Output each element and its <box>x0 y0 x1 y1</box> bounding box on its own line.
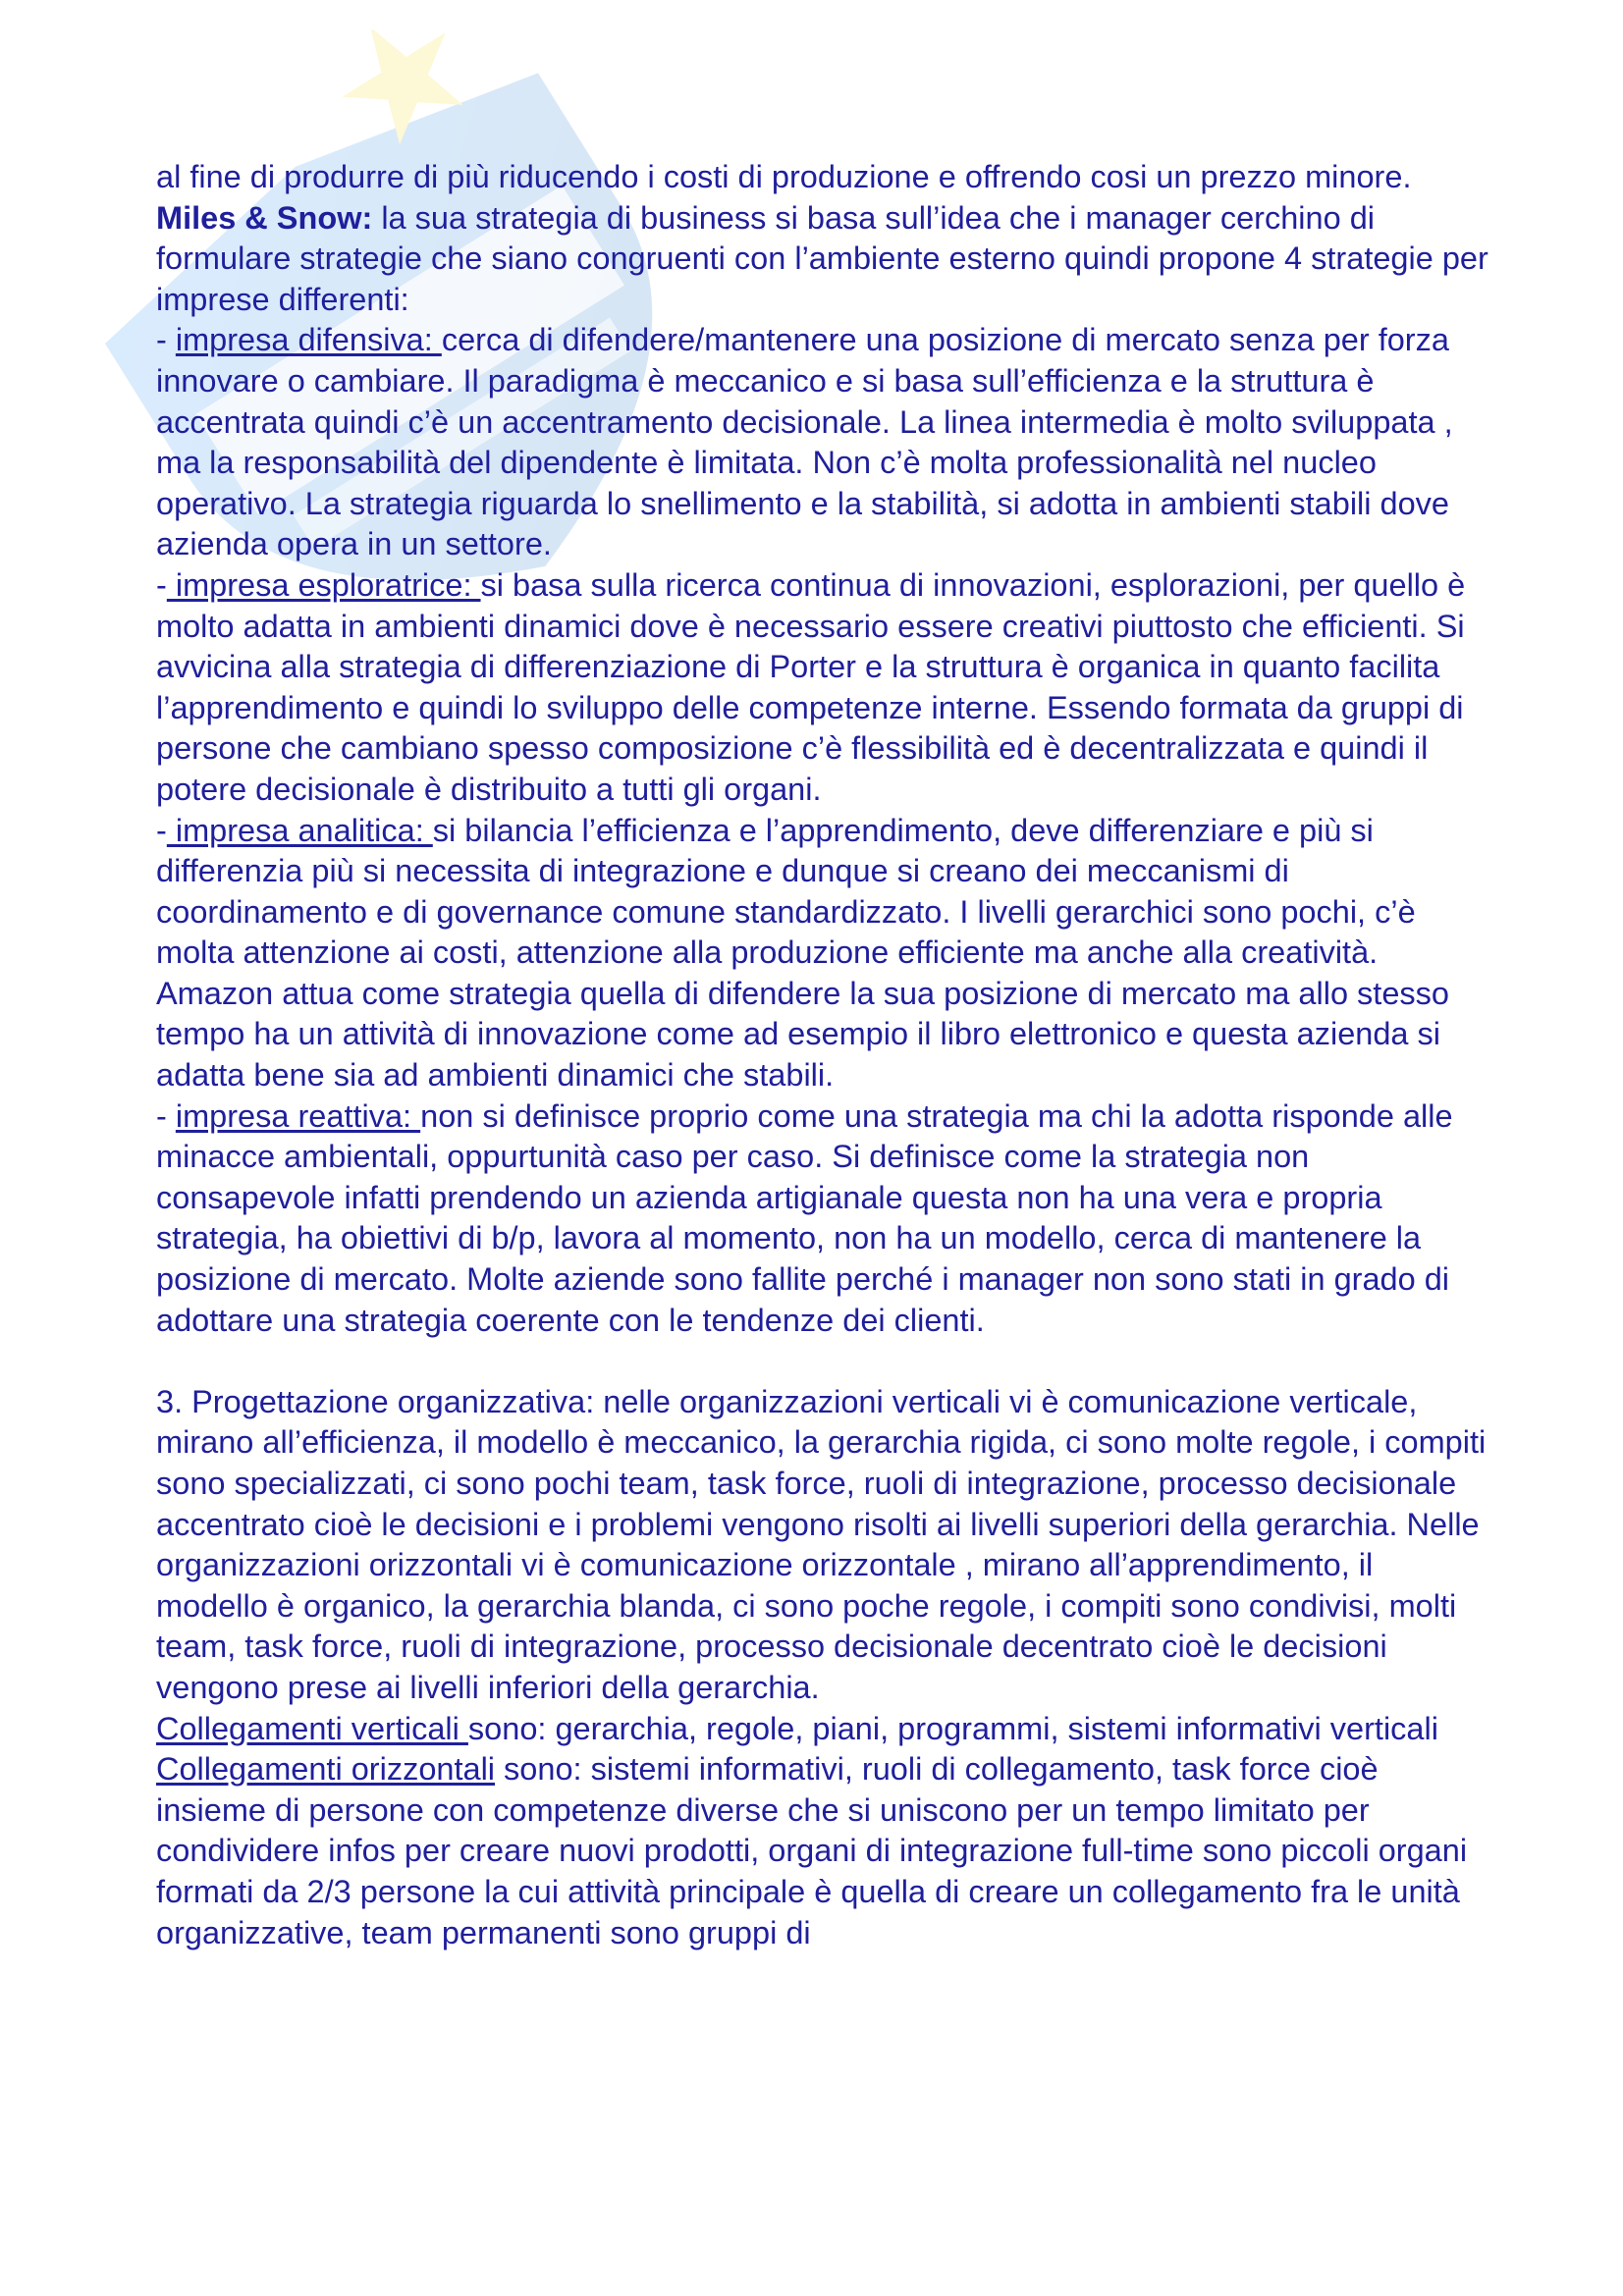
text-run: - <box>156 322 176 358</box>
underlined-text-run: impresa reattiva: <box>175 1097 421 1134</box>
text-run: la sua strategia di business si basa sull’idea che i manager cerchino di formulare strategie che siano congruenti con l’ambiente esterno quindi propone 4 strategie per imprese differenti: <box>156 199 1488 317</box>
underlined-text-run: impresa esploratrice: <box>166 566 481 603</box>
watermark-star-icon <box>319 29 483 157</box>
text-run: - <box>156 566 167 603</box>
underlined-text-run: impresa analitica: <box>166 812 433 848</box>
text-run: al fine di produrre di più riducendo i costi di produzione e offrendo cosi un prezzo minore. <box>156 159 1412 194</box>
paragraph-p1 <box>156 157 1491 320</box>
paragraph-p4 <box>156 811 1491 1096</box>
underlined-text-run: Collegamenti orizzontali <box>156 1751 496 1788</box>
text-run: si basa sulla ricerca continua di innovazioni, esplorazioni, per quello è molto adatta in ambienti dinamici dove è necessario essere creativi piuttosto che efficienti. Si avvicina alla strategia di differenziazione di Porter e la struttura è organica in quanto facilita l’apprendimento e quindi lo sviluppo delle competenze interne. Essendo formata da gruppi di persone che cambiano spesso composizione c’è flessibilità ed è decentralizzata e quindi il potere decisionale è distribuito a tutti gli organi. <box>156 566 1466 807</box>
text-run: non si definisce proprio come una strategia ma chi la adotta risponde alle minacce ambientali, oppurtunità caso per caso. Si definisce come la strategia non consapevole infatti prendendo un azienda artigianale questa non ha una vera e propria strategia, ha obiettivi di b/p, lavora al momento, non ha un modello, cerca di mantenere la posizione di mercato. Molte aziende sono fallite perché i manager non sono stati in grado di adottare una strategia coerente con le tendenze dei clienti. <box>156 1097 1453 1338</box>
blank-line <box>156 1341 1491 1382</box>
paragraph-p5 <box>156 1096 1491 1342</box>
underlined-text-run: impresa difensiva: <box>175 322 442 358</box>
bold-text-run: Miles & Snow: <box>156 199 373 236</box>
text-run: sono: gerarchia, regole, piani, programmi, sistemi informativi verticali <box>467 1710 1438 1746</box>
text-run: - <box>156 812 167 848</box>
underlined-text-run: Collegamenti verticali <box>156 1710 468 1746</box>
text-run: 3. Progettazione organizzativa: nelle organizzazioni verticali vi è comunicazione verticale, mirano all’efficienza, il modello è meccanico, la gerarchia rigida, ci sono molte regole, i compiti sono specializzati, ci sono pochi team, task force, ruoli di integrazione, processo decisionale accentrato cioè le decisioni e i problemi vengono risolti ai livelli superiori della gerarchia. Nelle organizzazioni orizzontali vi è comunicazione orizzontale , mirano all’apprendimento, il modello è organico, la gerarchia blanda, ci sono poche regole, i compiti sono condivisi, molti team, task force, ruoli di integrazione, processo decisionale decentrato cioè le decisioni vengono prese ai livelli inferiori della gerarchia. <box>156 1383 1487 1705</box>
text-run: sono: sistemi informativi, ruoli di collegamento, task force cioè insieme di persone con competenze diverse che si uniscono per un tempo limitato per condividere infos per creare nuovi prodotti, organi di integrazione full-time sono piccoli organi formati da 2/3 persone la cui attività principale è quella di creare un collegamento fra le unità organizzative, team permanenti sono gruppi di <box>156 1751 1468 1950</box>
paragraph-p8 <box>156 1749 1491 1953</box>
text-run: cerca di difendere/mantenere una posizione di mercato senza per forza innovare o cambiare. Il paradigma è meccanico e si basa sull’efficienza e la struttura è accentrata quindi c’è un accentramento decisionale. La linea intermedia è molto sviluppata , ma la responsabilità del dipendente è limitata. Non c’è molta professionalità nel nucleo operativo. La strategia riguarda lo snellimento e la stabilità, si adotta in ambienti stabili dove azienda opera in un settore. <box>156 322 1453 562</box>
paragraph-p7 <box>156 1709 1491 1750</box>
paragraph-p6 <box>156 1382 1491 1709</box>
paragraph-p3 <box>156 565 1491 811</box>
paragraph-p2 <box>156 320 1491 565</box>
text-run: - <box>156 1097 176 1134</box>
text-run: si bilancia l’efficienza e l’apprendimento, deve differenziare e più si differenzia più si necessita di integrazione e dunque si creano dei meccanismi di coordinamento e di governance comune standardizzato. I livelli gerarchici sono pochi, c’è molta attenzione ai costi, attenzione alla produzione efficiente ma anche alla creatività. Amazon attua come strategia quella di difendere la sua posizione di mercato ma allo stesso tempo ha un attività di innovazione come ad esempio il libro elettronico e questa azienda si adatta bene sia ad ambienti dinamici che stabili. <box>156 812 1449 1094</box>
document-body <box>156 157 1491 1953</box>
